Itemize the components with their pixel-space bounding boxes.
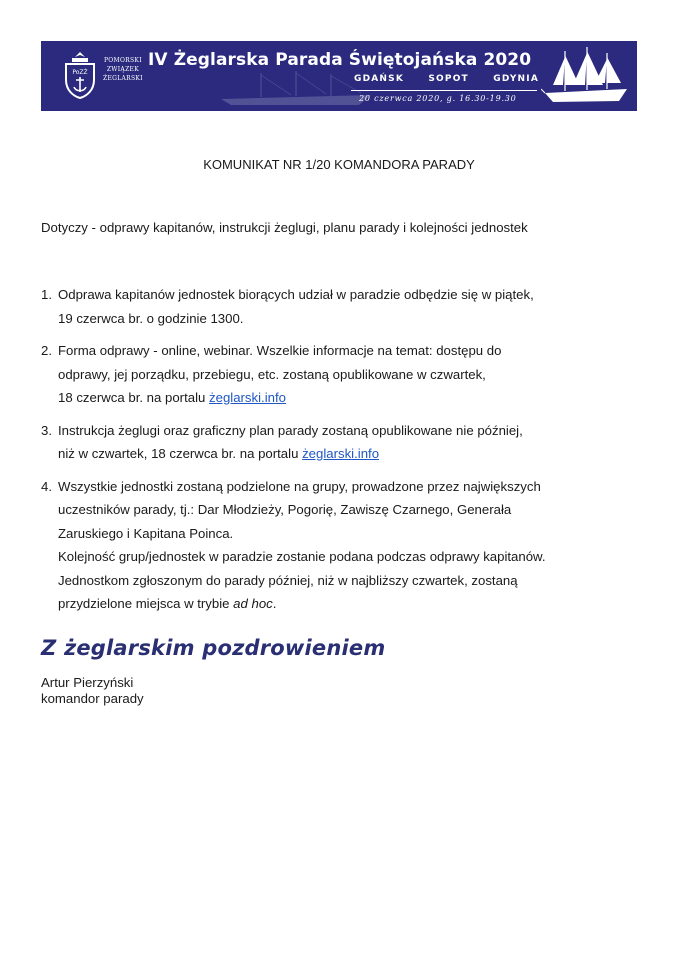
logo-text	[103, 56, 143, 83]
list-item	[41, 475, 651, 616]
banner-cities	[354, 74, 559, 84]
item-line-suffix: .	[272, 596, 277, 611]
item-line: 19 czerwca br. o godzinie 1300.	[58, 310, 244, 326]
item-number: 1.	[41, 287, 52, 302]
item-line: odprawy, jej porządku, przebiegu, etc. zostaną opublikowane w czwartek,	[58, 366, 486, 382]
signer-block	[41, 675, 144, 707]
list-item	[41, 283, 651, 330]
signature-greeting: Z żeglarskim pozdrowieniem	[41, 636, 386, 660]
list-item	[41, 419, 651, 466]
ad-hoc-emphasis: ad hoc	[233, 596, 273, 611]
header-banner	[41, 41, 637, 111]
item-line	[58, 386, 651, 410]
signer-name: Artur Pierzyński	[41, 675, 134, 690]
banner-date: 20 czerwca 2020, g. 16.30-19.30	[359, 94, 517, 103]
list-item	[41, 339, 651, 410]
banner-title: IV Żeglarska Parada Świętojańska 2020	[148, 50, 532, 70]
item-line-text: przydzielone miejsca w trybie	[58, 596, 234, 611]
subject-line: Dotyczy - odprawy kapitanów, instrukcji żeglugi, planu parady i kolejności jednostek	[41, 220, 528, 235]
item-number: 4.	[41, 478, 52, 494]
item-line	[58, 442, 651, 466]
portal-link[interactable]: żeglarski.info	[302, 446, 380, 461]
pzz-logo	[63, 50, 97, 100]
city-sopot: SOPOT	[428, 74, 469, 84]
item-line: Forma odprawy - online, webinar. Wszelkie informacje na temat: dostępu do	[58, 343, 502, 358]
item-line	[58, 592, 651, 616]
sailing-ship-icon	[541, 45, 631, 107]
item-line: Jednostkom zgłoszonym do parady później, niż w najbliższy czwartek, zostaną	[58, 572, 518, 588]
logo-badge: PoZŻ	[72, 69, 88, 76]
signer-role: komandor parady	[41, 691, 144, 706]
item-line: Wszystkie jednostki zostaną podzielone na grupy, prowadzone przez największych	[58, 478, 541, 494]
item-line: Kolejność grup/jednostek w paradzie zostanie podana podczas odprawy kapitanów.	[58, 549, 546, 564]
city-gdansk: GDAŃSK	[354, 74, 405, 84]
city-gdynia: GDYNIA	[493, 74, 540, 84]
item-line: Odprawa kapitanów jednostek biorących udział w paradzie odbędzie się w piątek,	[58, 287, 534, 302]
item-line-text: 18 czerwca br. na portalu	[58, 390, 210, 405]
logo-text-line: ZWIĄZEK	[106, 66, 139, 73]
banner-divider	[351, 90, 537, 91]
announcement-list	[41, 283, 651, 625]
item-line-text: niż w czwartek, 18 czerwca br. na portalu	[58, 446, 303, 461]
ship-silhouette-graphic	[221, 71, 371, 107]
item-number: 2.	[41, 343, 52, 358]
logo-text-line: POMORSKI	[103, 57, 142, 64]
logo-text-line: ŻEGLARSKI	[103, 75, 143, 82]
item-line: Instrukcja żeglugi oraz graficzny plan parady zostaną opublikowane nie później,	[58, 422, 523, 438]
portal-link[interactable]: żeglarski.info	[209, 390, 286, 405]
item-number: 3.	[41, 422, 52, 438]
item-line: uczestników parady, tj.: Dar Młodzieży, Pogorię, Zawiszę Czarnego, Generała	[58, 502, 512, 517]
item-line: Zaruskiego i Kapitana Poinca.	[58, 525, 234, 541]
document-heading: KOMUNIKAT NR 1/20 KOMANDORA PARADY	[203, 157, 475, 172]
